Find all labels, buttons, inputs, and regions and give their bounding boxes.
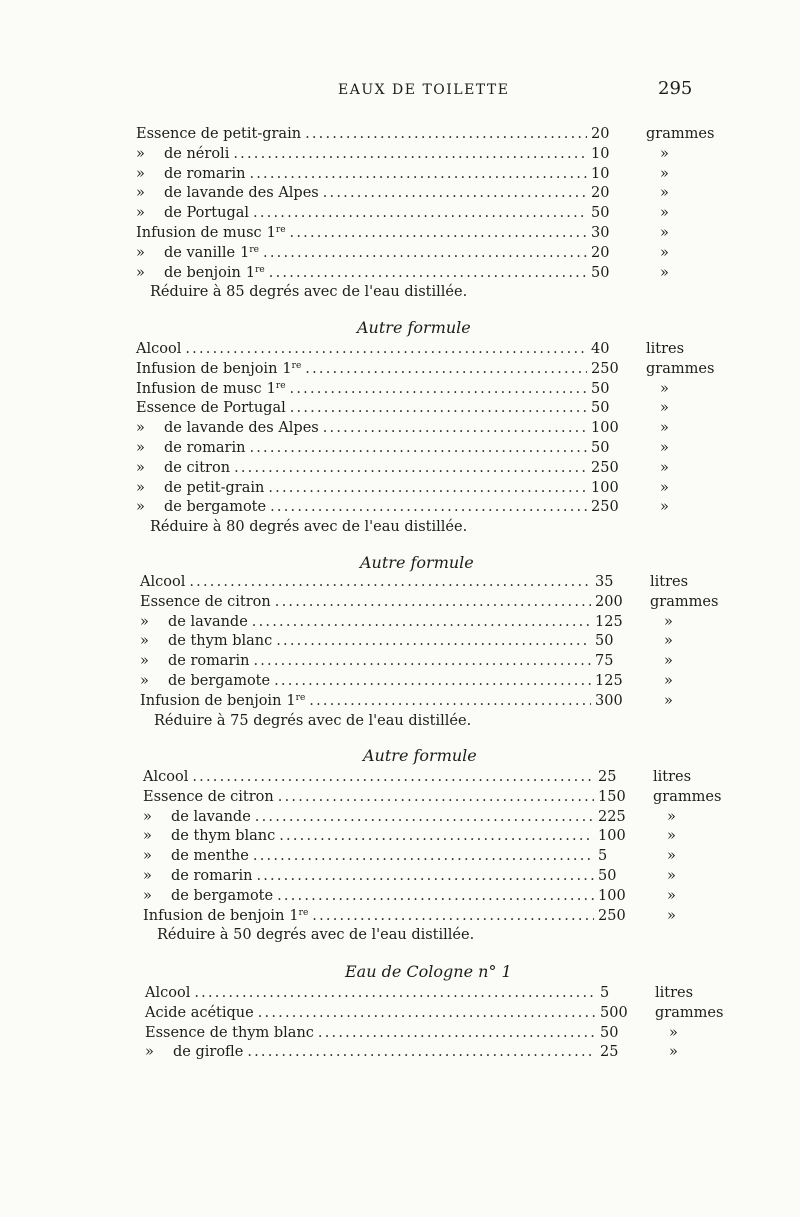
leader-dots (258, 1005, 596, 1021)
ingredient-row (136, 265, 716, 285)
quantity: 50 (600, 1024, 619, 1041)
ingredient-name (143, 809, 251, 825)
ingredient-name (143, 888, 273, 904)
quantity: 100 (598, 828, 626, 845)
ditto-mark: » (136, 459, 145, 476)
unit: » (667, 907, 676, 924)
leader-dots (269, 265, 587, 281)
ingredient-label: de romarin (168, 653, 250, 670)
ingredient-row (143, 769, 723, 789)
ditto-mark: » (143, 848, 152, 865)
quantity: 125 (595, 672, 623, 689)
unit: litres (650, 574, 689, 590)
ingredient-row (143, 868, 723, 888)
leader-dots (194, 985, 596, 1001)
quantity: 50 (591, 380, 610, 397)
ingredient-name (136, 166, 245, 182)
ingredient-name (136, 245, 259, 261)
ditto-mark: » (136, 244, 145, 261)
grade-number: 1 (240, 244, 250, 261)
ingredient-row (136, 381, 716, 401)
ingredient-row (136, 146, 716, 166)
quantity: 250 (591, 459, 619, 476)
ingredient-label: Infusion de musc (136, 380, 262, 397)
ingredient-name (143, 789, 274, 805)
ditto-mark: » (143, 808, 152, 825)
formula-section (136, 126, 716, 305)
ingredient-name (143, 769, 188, 785)
leader-dots (290, 381, 587, 397)
leader-dots (275, 594, 591, 610)
grade-superscript: re (255, 264, 265, 275)
ingredient-name (136, 185, 319, 201)
ingredient-row (143, 809, 723, 829)
leader-dots (318, 1025, 596, 1041)
ditto-mark: » (145, 1044, 154, 1061)
quantity: 50 (595, 633, 614, 650)
leader-dots (256, 868, 594, 884)
ingredient-name (143, 848, 249, 864)
ingredient-name (140, 594, 271, 610)
ingredient-label: Infusion de benjoin (143, 907, 285, 924)
unit: grammes (653, 788, 722, 805)
quantity: 20 (591, 185, 610, 202)
leader-dots (234, 460, 587, 476)
reduction-note: Réduire à 50 degrés avec de l'eau distillée. (157, 927, 475, 944)
quantity: 100 (598, 887, 626, 904)
ingredient-row (140, 673, 720, 693)
ingredient-name (136, 440, 245, 456)
ingredient-name (136, 265, 265, 281)
unit: » (660, 400, 669, 417)
leader-dots (323, 420, 587, 436)
ingredient-name (140, 633, 272, 649)
unit: » (669, 1024, 678, 1041)
ingredient-label: de vanille (164, 244, 236, 261)
unit: » (667, 828, 676, 845)
unit: » (660, 479, 669, 496)
ingredient-row (136, 361, 716, 381)
unit: » (667, 808, 676, 825)
ingredient-label: Essence de citron (140, 593, 271, 610)
ingredient-row (136, 499, 716, 519)
ingredient-label: de bergamote (168, 672, 271, 689)
ingredient-name (136, 146, 229, 162)
leader-dots (249, 440, 587, 456)
leader-dots (185, 341, 587, 357)
ditto-mark: » (140, 653, 149, 670)
leader-dots (233, 146, 587, 162)
quantity: 100 (591, 479, 619, 496)
unit: grammes (646, 360, 715, 377)
leader-dots (305, 126, 587, 142)
ingredient-name (140, 673, 270, 689)
ditto-mark: » (136, 479, 145, 496)
grade-superscript: re (295, 692, 306, 703)
unit: » (660, 224, 669, 241)
ingredient-row (140, 594, 720, 614)
ingredient-row (143, 848, 723, 868)
grade-number: 1 (266, 224, 276, 241)
ingredient-name (136, 361, 301, 377)
ingredient-label: de lavande (168, 613, 248, 630)
quantity: 100 (591, 420, 619, 437)
reduction-note: Réduire à 80 degrés avec de l'eau distillée. (150, 519, 468, 536)
ingredient-label: de Portugal (164, 205, 250, 222)
quantity: 75 (595, 653, 614, 670)
ingredient-name (143, 908, 308, 924)
ingredient-label: Alcool (143, 769, 189, 785)
unit: » (664, 653, 673, 670)
ingredient-name (136, 400, 286, 416)
ingredient-row (136, 205, 716, 225)
unit: » (660, 264, 669, 281)
leader-dots (263, 245, 587, 261)
ingredient-name (143, 868, 252, 884)
ingredient-row (136, 420, 716, 440)
unit: » (660, 439, 669, 456)
leader-dots (305, 361, 587, 377)
ingredient-row (143, 789, 723, 809)
formula-section (136, 341, 716, 540)
ingredient-label: Infusion de benjoin (140, 692, 282, 709)
grade-superscript: re (249, 244, 260, 255)
formula-section (140, 574, 720, 734)
quantity: 40 (591, 341, 610, 357)
quantity: 50 (591, 264, 610, 281)
ingredient-name (145, 1005, 254, 1021)
quantity: 20 (591, 126, 610, 142)
ingredient-label: de menthe (171, 848, 249, 865)
unit: » (664, 672, 673, 689)
ingredient-label: de lavande (171, 808, 251, 825)
ingredient-label: de petit-grain (164, 479, 265, 496)
running-title: EAUX DE TOILETTE (338, 82, 510, 98)
leader-dots (192, 769, 594, 785)
ingredient-label: Essence de Portugal (136, 400, 286, 417)
leader-dots (278, 789, 594, 805)
ingredient-row (140, 653, 720, 673)
grade-number: 1 (245, 264, 256, 281)
quantity: 35 (595, 574, 614, 590)
ingredient-row (145, 1044, 725, 1064)
ingredient-label: Essence de citron (143, 788, 274, 805)
quantity: 250 (591, 499, 619, 516)
ingredient-row (136, 440, 716, 460)
grade-number: 1 (282, 360, 292, 377)
ditto-mark: » (136, 205, 145, 222)
unit: » (664, 692, 673, 709)
ingredient-label: Infusion de benjoin (136, 360, 278, 377)
quantity: 20 (591, 244, 610, 261)
ingredient-label: de romarin (164, 439, 246, 456)
section-heading: Autre formule (360, 553, 474, 572)
ingredient-label: Essence de thym blanc (145, 1024, 314, 1041)
ditto-mark: » (140, 672, 149, 689)
grade-number: 1 (266, 380, 276, 397)
unit: » (660, 380, 669, 397)
quantity: 300 (595, 692, 623, 709)
ingredient-row (136, 185, 716, 205)
page-number: 295 (658, 78, 693, 99)
quantity: 5 (600, 985, 610, 1001)
ditto-mark: » (136, 145, 145, 162)
quantity: 150 (598, 788, 626, 805)
quantity: 250 (591, 360, 619, 377)
ingredient-row (136, 126, 716, 146)
unit: » (664, 613, 673, 630)
ingredient-label: de bergamote (164, 499, 267, 516)
leader-dots (279, 828, 594, 844)
quantity: 30 (591, 224, 610, 241)
ingredient-row (136, 460, 716, 480)
ingredient-name (136, 205, 249, 221)
unit: » (660, 420, 669, 437)
ditto-mark: » (136, 499, 145, 516)
unit: grammes (646, 126, 715, 142)
unit: » (664, 633, 673, 650)
ingredient-name (145, 985, 190, 1001)
unit: » (669, 1044, 678, 1061)
section-heading: Autre formule (363, 746, 477, 765)
unit: » (660, 165, 669, 182)
quantity: 225 (598, 808, 626, 825)
ingredient-label: de romarin (164, 165, 246, 182)
ditto-mark: » (136, 439, 145, 456)
section-heading: Eau de Cologne n° 1 (345, 962, 512, 981)
unit: grammes (650, 593, 719, 610)
ingredient-row (140, 614, 720, 634)
ingredient-row (143, 908, 723, 928)
unit: litres (646, 341, 685, 357)
quantity: 50 (591, 439, 610, 456)
grade-number: 1 (286, 692, 296, 709)
quantity: 50 (591, 400, 610, 417)
unit: litres (653, 769, 692, 785)
ditto-mark: » (136, 165, 145, 182)
leader-dots (253, 653, 591, 669)
ingredient-name (145, 1044, 243, 1060)
quantity: 500 (600, 1004, 628, 1021)
unit: » (667, 848, 676, 865)
quantity: 10 (591, 165, 610, 182)
quantity: 50 (598, 867, 617, 884)
grade-superscript: re (275, 224, 286, 235)
quantity: 200 (595, 593, 623, 610)
leader-dots (290, 400, 587, 416)
unit: » (660, 185, 669, 202)
leader-dots (270, 499, 587, 515)
ditto-mark: » (143, 887, 152, 904)
ingredient-label: Acide acétique (145, 1004, 254, 1021)
ingredient-label: de citron (164, 459, 231, 476)
ingredient-row (145, 1005, 725, 1025)
ingredient-row (136, 166, 716, 186)
ingredient-row (145, 985, 725, 1005)
ingredient-label: Essence de petit-grain (136, 126, 302, 142)
ingredient-label: de girofle (173, 1044, 244, 1061)
ingredient-row (143, 888, 723, 908)
ditto-mark: » (136, 185, 145, 202)
leader-dots (247, 1044, 596, 1060)
formula-section (145, 985, 725, 1064)
ingredient-name (136, 480, 264, 496)
quantity: 25 (598, 769, 617, 785)
quantity: 125 (595, 613, 623, 630)
leader-dots (312, 908, 594, 924)
ingredient-name (136, 499, 266, 515)
ingredient-row (136, 245, 716, 265)
formula-section (143, 769, 723, 948)
ditto-mark: » (140, 613, 149, 630)
ingredient-label: Alcool (145, 985, 191, 1001)
ditto-mark: » (143, 828, 152, 845)
unit: » (667, 867, 676, 884)
ingredient-label: de thym blanc (168, 633, 273, 650)
ingredient-label: Alcool (140, 574, 186, 590)
leader-dots (255, 809, 594, 825)
quantity: 25 (600, 1044, 619, 1061)
ingredient-label: Alcool (136, 341, 182, 357)
grade-superscript: re (298, 907, 309, 918)
ditto-mark: » (143, 867, 152, 884)
leader-dots (268, 480, 587, 496)
ingredient-name (136, 381, 286, 397)
leader-dots (253, 848, 594, 864)
leader-dots (249, 166, 587, 182)
ingredient-row (136, 225, 716, 245)
leader-dots (277, 888, 594, 904)
ingredient-label: de benjoin (164, 264, 241, 281)
ingredient-name (145, 1025, 314, 1041)
ingredient-name (136, 225, 286, 241)
ingredient-name (136, 341, 181, 357)
ingredient-row (140, 693, 720, 713)
leader-dots (309, 693, 591, 709)
ingredient-row (140, 574, 720, 594)
unit: » (660, 244, 669, 261)
ditto-mark: » (136, 420, 145, 437)
unit: litres (655, 985, 694, 1001)
ingredient-row (143, 828, 723, 848)
ditto-mark: » (136, 264, 145, 281)
leader-dots (274, 673, 591, 689)
unit: » (660, 499, 669, 516)
leader-dots (276, 633, 591, 649)
ingredient-label: Infusion de musc (136, 224, 262, 241)
ingredient-row (145, 1025, 725, 1045)
running-head (0, 80, 800, 102)
leader-dots (189, 574, 591, 590)
unit: grammes (655, 1004, 724, 1021)
reduction-note: Réduire à 75 degrés avec de l'eau distillée. (154, 712, 472, 729)
ingredient-row (136, 480, 716, 500)
ditto-mark: » (140, 633, 149, 650)
ingredient-label: de néroli (164, 145, 230, 162)
ingredient-label: de thym blanc (171, 828, 276, 845)
ingredient-row (136, 341, 716, 361)
ingredient-name (136, 420, 319, 436)
leader-dots (290, 225, 587, 241)
quantity: 5 (598, 848, 608, 865)
grade-superscript: re (291, 360, 302, 371)
ingredient-label: de romarin (171, 867, 253, 884)
unit: » (667, 887, 676, 904)
ingredient-name (136, 460, 230, 476)
ingredient-name (140, 574, 185, 590)
ingredient-label: de bergamote (171, 887, 274, 904)
ingredient-name (143, 828, 275, 844)
ingredient-name (140, 614, 248, 630)
quantity: 10 (591, 145, 610, 162)
ingredient-row (140, 633, 720, 653)
unit: » (660, 459, 669, 476)
section-heading: Autre formule (357, 318, 471, 337)
quantity: 250 (598, 907, 626, 924)
ingredient-name (140, 693, 305, 709)
ingredient-name (140, 653, 249, 669)
reduction-note: Réduire à 85 degrés avec de l'eau distillée. (150, 284, 468, 301)
quantity: 50 (591, 205, 610, 222)
unit: » (660, 145, 669, 162)
ingredient-row (136, 400, 716, 420)
unit: » (660, 205, 669, 222)
leader-dots (252, 614, 591, 630)
ingredient-label: de lavande des Alpes (164, 185, 319, 202)
ingredient-label: de lavande des Alpes (164, 420, 319, 437)
grade-number: 1 (289, 907, 299, 924)
ingredient-name (136, 126, 301, 142)
grade-superscript: re (275, 380, 286, 391)
leader-dots (323, 185, 587, 201)
leader-dots (253, 205, 587, 221)
